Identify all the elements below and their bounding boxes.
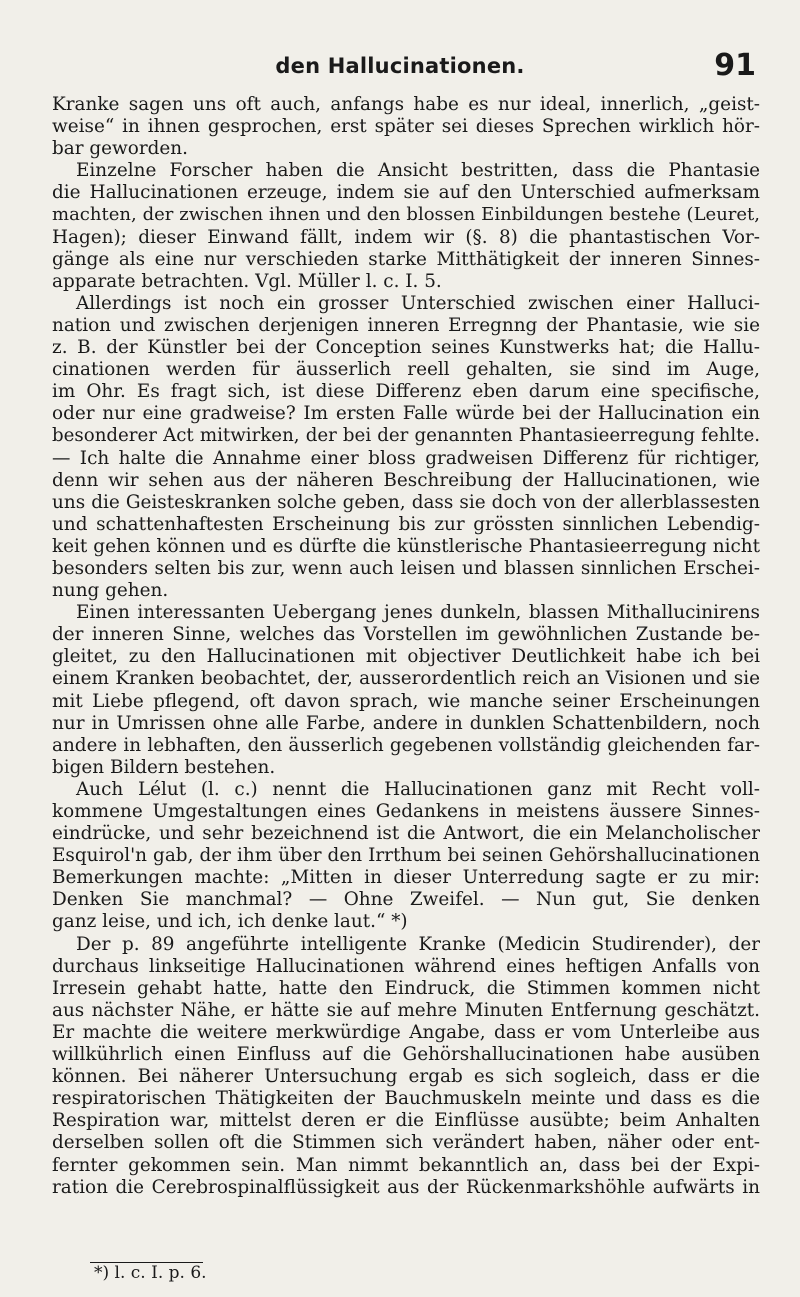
text-line: bar geworden. (52, 138, 188, 160)
text-line: Allerdings ist noch ein grosser Unterschied zwischen einer Halluci- (76, 292, 760, 314)
text-line: andere in lebhaften, den äusserlich gegebenen vollständig gleichenden far- (52, 734, 760, 756)
text-line: besonders selten bis zur, wenn auch leisen und blassen sinnlichen Erschei- (52, 557, 760, 579)
text-line: eindrücke, und sehr bezeichnend ist die Antwort, die ein Melancholischer (52, 823, 760, 845)
page-number: 91 (714, 48, 756, 83)
text-line: Hagen); dieser Einwand fällt, indem wir (§. 8) die phantastischen Vor- (52, 226, 760, 248)
text-line: Denken Sie manchmal? — Ohne Zweifel. — Nun gut, Sie denken (52, 889, 760, 911)
text-line: respiratorischen Thätigkeiten der Bauchmuskeln meinte und dass es die (52, 1088, 760, 1110)
text-line: mit Liebe pflegend, oft davon sprach, wie manche seiner Erscheinungen (52, 690, 760, 712)
text-line: Einen interessanten Uebergang jenes dunkeln, blassen Mithallucinirens (76, 602, 760, 624)
text-line: gleitet, zu den Hallucinationen mit objectiver Deutlichkeit habe ich bei (52, 646, 760, 668)
text-line: kommene Umgestaltungen eines Gedankens in meistens äussere Sinnes- (52, 801, 760, 822)
text-line: die Hallucinationen erzeuge, indem sie auf den Unterschied aufmerksam (52, 182, 760, 204)
text-line: uns die Geisteskranken solche geben, dass sie doch von der allerblassesten (52, 491, 760, 513)
text-line: gänge als eine nur verschieden starke Mitthätigkeit der inneren Sinnes- (52, 248, 760, 270)
text-line: weise“ in ihnen gesprochen, erst später sei dieses Sprechen wirklich hör- (52, 116, 760, 138)
text-line: willkührlich einen Einfluss auf die Gehörshallucinationen habe ausüben (52, 1044, 760, 1066)
text-line: Der p. 89 angeführte intelligente Kranke (Medicin Studirender), der (76, 933, 760, 955)
text-line: durchaus linkseitige Hallucinationen während eines heftigen Anfalls von (52, 955, 760, 977)
text-line: bigen Bildern bestehen. (52, 756, 276, 778)
text-line: apparate betrachten. Vgl. Müller l. c. I. 5. (52, 270, 442, 292)
text-line: nation und zwischen derjenigen inneren Erregnng der Phantasie, wie sie (52, 314, 760, 336)
running-title: den Hallucinationen. (275, 54, 525, 78)
text-line: Bemerkungen machte: „Mitten in dieser Unterredung sagte er zu mir: (52, 867, 760, 889)
text-line: können. Bei näherer Untersuchung ergab es sich sogleich, dass er die (52, 1066, 760, 1088)
text-line: ganz leise, und ich, ich denke laut.“ *) (52, 911, 408, 933)
text-line: nung gehen. (52, 580, 169, 602)
text-line: Respiration war, mittelst deren er die Einflüsse ausübte; beim Anhalten (52, 1110, 760, 1132)
text-line: derselben sollen oft die Stimmen sich verändert haben, näher oder ent- (52, 1132, 760, 1154)
body-text (52, 94, 760, 1199)
text-line: Einzelne Forscher haben die Ansicht bestritten, dass die Phantasie (76, 160, 760, 182)
text-line: fernter gekommen sein. Man nimmt bekanntlich an, dass bei der Expi- (52, 1154, 760, 1176)
text-line: oder nur eine gradweise? Im ersten Falle würde bei der Hallucination ein (52, 403, 760, 425)
text-line: denn wir sehen aus der näheren Beschreibung der Hallucinationen, wie (52, 469, 760, 491)
text-line: cinationen werden für äusserlich reell gehalten, sie sind im Auge, (52, 359, 760, 381)
text-line: machten, der zwischen ihnen und den blossen Einbildungen bestehe (Leuret, (52, 204, 760, 226)
text-line: Esquirol'n gab, der ihm über den Irrthum bei seinen Gehörshallucinationen (52, 845, 760, 867)
text-line: Er machte die weitere merkwürdige Angabe, dass er vom Unterleibe aus (52, 1021, 760, 1043)
text-line: — Ich halte die Annahme einer bloss gradweisen Differenz für richtiger, (52, 447, 760, 469)
text-line: ration die Cerebrospinalflüssigkeit aus der Rückenmarkshöhle aufwärts in (52, 1176, 760, 1198)
text-line: z. B. der Künstler bei der Conception seines Kunstwerks hat; die Hallu- (52, 337, 760, 359)
text-line: nur in Umrissen ohne alle Farbe, andere in dunklen Schattenbildern, noch (52, 712, 760, 734)
text-line: besonderer Act mitwirken, der bei der genannten Phantasieerregung fehlte. (52, 425, 760, 447)
text-line: und schattenhaftesten Erscheinung bis zur grössten sinnlichen Lebendig- (52, 513, 760, 535)
text-line: Auch Lélut (l. c.) nennt die Hallucinationen ganz mit Recht voll- (76, 778, 760, 800)
text-line: einem Kranken beobachtet, der, ausserordentlich reich an Visionen und sie (52, 668, 760, 690)
footnote: *) l. c. I. p. 6. (94, 1263, 207, 1283)
text-line: aus nächster Nähe, er hätte sie auf mehre Minuten Entfernung geschätzt. (52, 999, 760, 1021)
running-head (0, 50, 800, 90)
text-line: Kranke sagen uns oft auch, anfangs habe es nur ideal, innerlich, „geist- (52, 94, 760, 115)
text-line: im Ohr. Es fragt sich, ist diese Differenz eben darum eine specifische, (52, 381, 760, 403)
text-line: keit gehen können und es dürfte die künstlerische Phantasieerregung nicht (52, 535, 760, 557)
text-line: der inneren Sinne, welches das Vorstellen im gewöhnlichen Zustande be- (52, 624, 760, 646)
text-line: Irresein gehabt hatte, hatte den Eindruck, die Stimmen kommen nicht (52, 977, 760, 999)
